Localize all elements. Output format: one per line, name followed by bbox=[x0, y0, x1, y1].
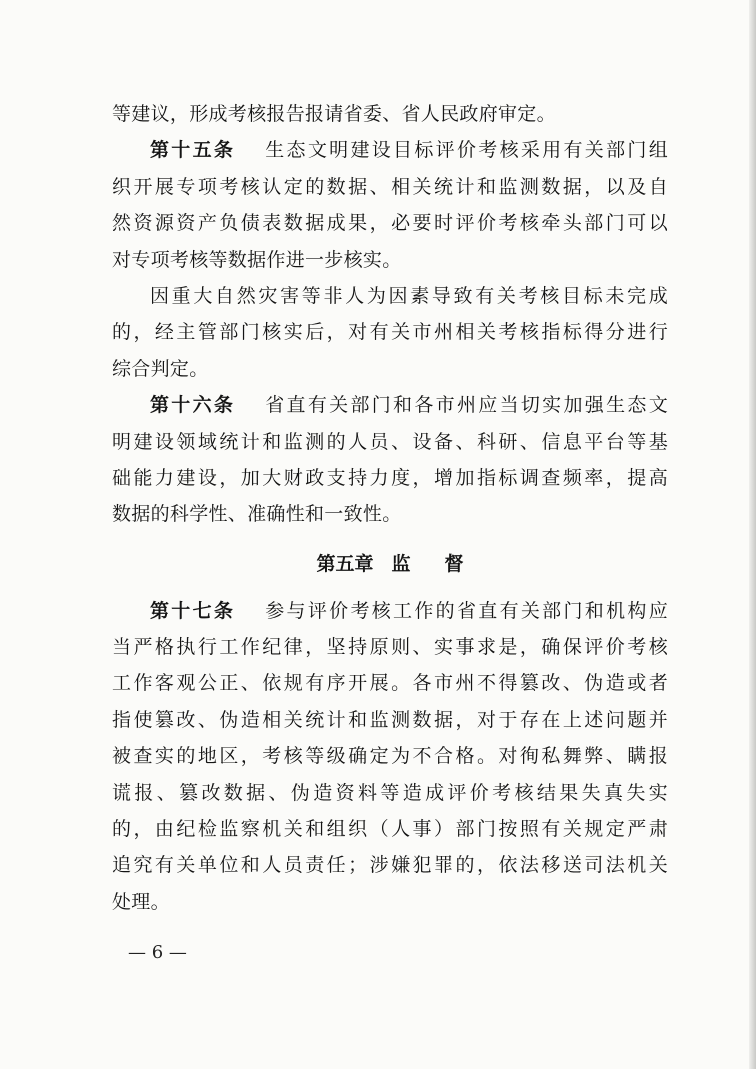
article-number: 第十七条 bbox=[150, 599, 236, 622]
text-line: 当严格执行工作纪律，坚持原则、实事求是，确保评价考核 bbox=[112, 636, 668, 659]
text-line: 追究有关单位和人员责任；涉嫌犯罪的，依法移送司法机关 bbox=[112, 854, 668, 877]
chapter-title-char: 督 bbox=[444, 552, 464, 575]
document-page bbox=[112, 96, 668, 920]
text-line: 综合判定。 bbox=[112, 357, 209, 380]
text-line: 对专项考核等数据作进一步核实。 bbox=[112, 248, 402, 271]
text-line bbox=[112, 593, 668, 629]
text-line bbox=[112, 132, 668, 168]
article-number: 第十六条 bbox=[150, 394, 236, 417]
text-line bbox=[112, 387, 668, 423]
text-line: 等建议，形成考核报告报请省委、省人民政府审定。 bbox=[112, 103, 556, 125]
text-line: 工作客观公正、依规有序开展。各市州不得篡改、伪造或者 bbox=[112, 672, 668, 695]
text-line: 被查实的地区，考核等级确定为不合格。对徇私舞弊、瞒报 bbox=[112, 745, 668, 768]
chapter-title-char: 监 bbox=[391, 552, 411, 575]
text-line: 数据的科学性、准确性和一致性。 bbox=[112, 503, 402, 526]
article-text: 省直有关部门和各市州应当切实加强生态文 bbox=[263, 394, 668, 417]
article-text: 生态文明建设目标评价考核采用有关部门组 bbox=[263, 139, 668, 162]
text-line: 处理。 bbox=[112, 890, 170, 913]
text-line: 的，由纪检监察机关和组织（人事）部门按照有关规定严肃 bbox=[112, 818, 668, 841]
text-line: 础能力建设，加大财政支持力度，增加指标调查频率，提高 bbox=[112, 466, 668, 489]
chapter-heading bbox=[112, 533, 668, 593]
text-line: 的，经主管部门核实后，对有关市州相关考核指标得分进行 bbox=[112, 321, 668, 344]
text-line: 织开展专项考核认定的数据、相关统计和监测数据，以及自 bbox=[112, 175, 668, 198]
page-edge-shadow bbox=[749, 0, 756, 1069]
article-text: 参与评价考核工作的省直有关部门和机构应 bbox=[263, 599, 668, 622]
text-line: 因重大自然灾害等非人为因素导致有关考核目标未完成 bbox=[150, 284, 668, 307]
page-number: — 6 — bbox=[128, 942, 187, 963]
text-line: 谎报、篡改数据、伪造资料等造成评价考核结果失真失实 bbox=[112, 781, 668, 804]
article-number: 第十五条 bbox=[150, 139, 236, 162]
text-line: 明建设领域统计和监测的人员、设备、科研、信息平台等基 bbox=[112, 430, 668, 453]
text-line: 然资源资产负债表数据成果，必要时评价考核牵头部门可以 bbox=[112, 212, 668, 235]
chapter-number: 第五章 bbox=[316, 552, 374, 575]
text-line: 指使篡改、伪造相关统计和监测数据，对于存在上述问题并 bbox=[112, 708, 668, 731]
